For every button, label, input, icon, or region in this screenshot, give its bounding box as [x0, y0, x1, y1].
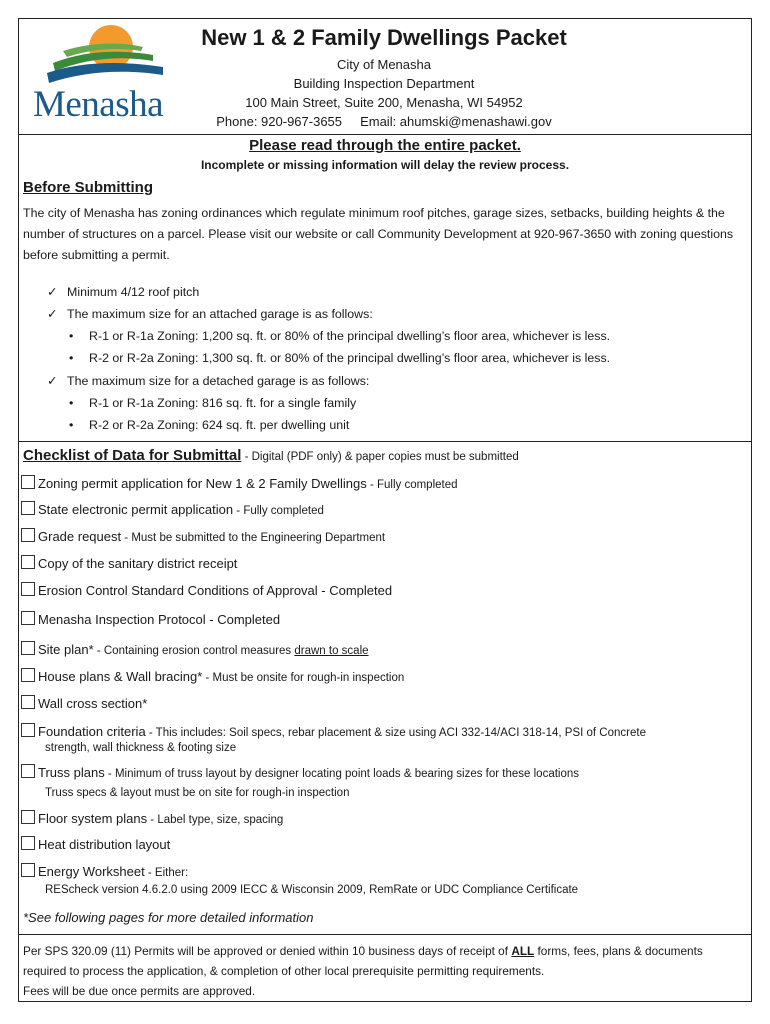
list-item: • R-2 or R-2a Zoning: 624 sq. ft. per dwelling unit: [69, 418, 350, 432]
footer-notice: [23, 941, 747, 1001]
checkbox[interactable]: [21, 582, 35, 596]
department-address: 100 Main Street, Suite 200, Menasha, WI 54952: [245, 95, 523, 110]
notice-heading: Please read through the entire packet.: [249, 137, 521, 154]
checklist-item[interactable]: Heat distribution layout: [21, 836, 170, 852]
checklist-item-continuation: strength, wall thickness & footing size: [45, 742, 237, 754]
checklist-item[interactable]: Foundation criteria - This includes: Soil specs, rebar placement & size using ACI 332-14/ACI 318-14, PSI of Concrete: [21, 723, 646, 739]
checkbox[interactable]: [21, 668, 35, 682]
department-city: City of Menasha: [337, 57, 431, 72]
fees-line: Fees will be due once permits are approved.: [23, 984, 256, 998]
checklist-item[interactable]: Zoning permit application for New 1 & 2 Family Dwellings - Fully completed: [21, 475, 458, 491]
list-item: • R-2 or R-2a Zoning: 1,300 sq. ft. or 80% of the principal dwelling’s floor area, whichever is less.: [69, 351, 611, 365]
list-item: • R-1 or R-1a Zoning: 1,200 sq. ft. or 80% of the principal dwelling’s floor area, whichever is less.: [69, 329, 611, 343]
bullet-icon: •: [69, 418, 74, 432]
checklist-item[interactable]: State electronic permit application - Fully completed: [21, 501, 324, 517]
contact-line: [169, 114, 599, 129]
list-item: ✓ Minimum 4/12 roof pitch: [47, 285, 200, 299]
checklist-item[interactable]: Site plan* - Containing erosion control measures drawn to scale: [21, 641, 369, 657]
phone: Phone: 920-967-3655: [216, 114, 343, 129]
checkbox[interactable]: [21, 723, 35, 737]
checkbox[interactable]: [21, 836, 35, 850]
before-submitting-title: Before Submitting: [23, 179, 153, 196]
divider: [19, 441, 751, 442]
list-item: ✓ The maximum size for a detached garage is as follows:: [47, 374, 370, 388]
checklist-item-continuation: REScheck version 4.6.2.0 using 2009 IECC & Wisconsin 2009, RemRate or UDC Compliance Certificate: [45, 884, 579, 896]
checklist-item[interactable]: Grade request - Must be submitted to the Engineering Department: [21, 528, 385, 544]
checklist-item-continuation: Truss specs & layout must be on site for rough-in inspection: [45, 787, 350, 799]
checklist-item[interactable]: House plans & Wall bracing* - Must be onsite for rough-in inspection: [21, 668, 404, 684]
checklist-item[interactable]: Copy of the sanitary district receipt: [21, 555, 237, 571]
logo-wordmark: Menasha: [32, 84, 164, 125]
check-icon: ✓: [47, 307, 58, 321]
checklist-item[interactable]: Wall cross section*: [21, 695, 147, 711]
checkbox[interactable]: [21, 641, 35, 655]
document-page: [18, 18, 752, 1002]
email[interactable]: Email: ahumski@menashawi.gov: [360, 114, 552, 129]
page-title: New 1 & 2 Family Dwellings Packet: [201, 25, 567, 50]
bullet-icon: •: [69, 351, 74, 365]
sps-line-2: required to process the application, & completion of other local prerequisite permitting requirements.: [23, 964, 545, 978]
list-item: • R-1 or R-1a Zoning: 816 sq. ft. for a single family: [69, 396, 357, 410]
checkbox[interactable]: [21, 528, 35, 542]
checklist-item[interactable]: Floor system plans - Label type, size, spacing: [21, 810, 283, 826]
checkbox[interactable]: [21, 555, 35, 569]
header: [19, 19, 751, 135]
checklist-title: Checklist of Data for Submittal: [23, 447, 242, 464]
checkbox[interactable]: [21, 863, 35, 877]
checkbox[interactable]: [21, 695, 35, 709]
sps-line: Per SPS 320.09 (11) Permits will be approved or denied within 10 business days of receipt of ALL forms, fees, plans & documents: [23, 944, 703, 958]
sunrise-logo-icon: [23, 21, 173, 91]
divider: [19, 934, 751, 935]
checklist-item[interactable]: Energy Worksheet - Either:: [21, 863, 188, 879]
zoning-paragraph: The city of Menasha has zoning ordinances which regulate minimum roof pitches, garage sizes, setbacks, building heights & the number of structures on a parcel. Please visit our website or call Community Development at 920-967-3650 with zoning questions before submitting a permit.: [23, 206, 734, 262]
bullet-icon: •: [69, 329, 74, 343]
checklist-item[interactable]: Erosion Control Standard Conditions of Approval - Completed: [21, 582, 392, 598]
department-name: Building Inspection Department: [293, 76, 475, 91]
checklist-title-line: Checklist of Data for Submittal - Digital (PDF only) & paper copies must be submitted: [23, 447, 519, 464]
checklist-item[interactable]: Menasha Inspection Protocol - Completed: [21, 611, 280, 627]
check-icon: ✓: [47, 285, 58, 299]
check-icon: ✓: [47, 374, 58, 388]
footnote: *See following pages for more detailed information: [23, 910, 314, 925]
notice-sub: Incomplete or missing information will delay the review process.: [200, 158, 570, 172]
checklist-item[interactable]: Truss plans - Minimum of truss layout by designer locating point loads & bearing sizes for these locations: [21, 764, 579, 780]
list-item: ✓ The maximum size for an attached garage is as follows:: [47, 307, 373, 321]
checkbox[interactable]: [21, 810, 35, 824]
bullet-icon: •: [69, 396, 74, 410]
checkbox[interactable]: [21, 764, 35, 778]
divider: [19, 134, 751, 135]
checkbox[interactable]: [21, 475, 35, 489]
city-logo: [23, 21, 173, 133]
checkbox[interactable]: [21, 501, 35, 515]
checkbox[interactable]: [21, 611, 35, 625]
